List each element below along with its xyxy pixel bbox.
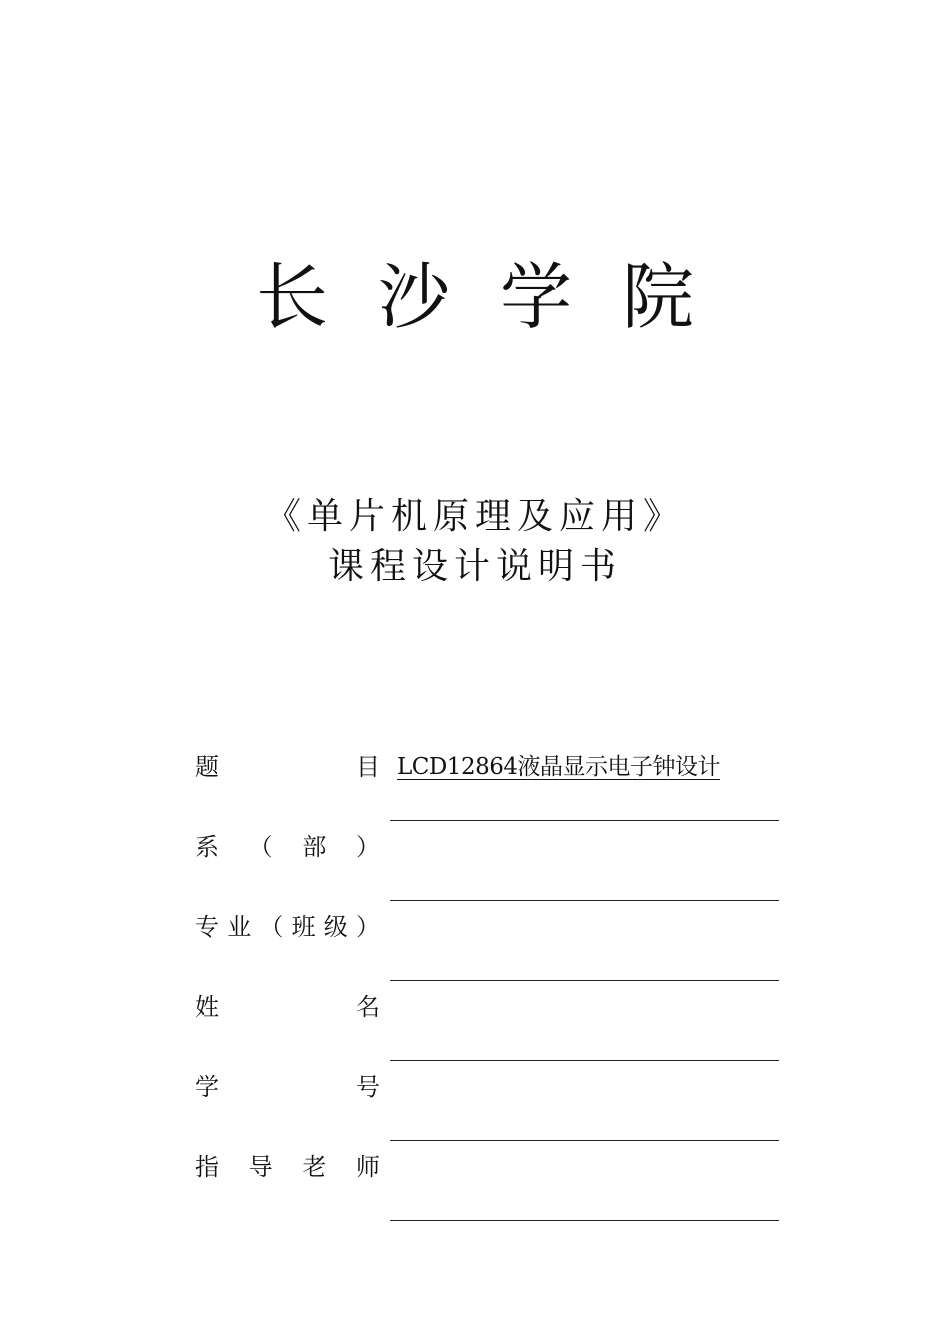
label-char: 姓	[195, 993, 219, 1021]
field-underline-advisor	[390, 1140, 779, 1141]
label-char: 名	[356, 993, 380, 1021]
field-label-major-class	[195, 909, 380, 945]
document-type: 课程设计说明书	[327, 546, 622, 587]
field-label-student-id	[195, 1069, 380, 1105]
course-title: 《单片机原理及应用》	[264, 496, 685, 537]
label-char: 目	[356, 753, 380, 781]
field-underline-student-id	[390, 1060, 779, 1061]
label-char: 学	[195, 1073, 219, 1101]
field-label-name	[195, 989, 380, 1025]
field-underline-bottom	[390, 1220, 779, 1221]
field-underline-department	[390, 820, 779, 821]
label-char: ）	[355, 913, 380, 941]
university-name: 长沙学院	[255, 255, 744, 339]
label-char: 级	[323, 913, 348, 941]
field-label-advisor	[195, 1149, 380, 1185]
field-label-department	[195, 829, 380, 865]
label-char: ）	[355, 833, 380, 861]
label-char: 专	[195, 913, 219, 941]
label-char: （	[259, 913, 284, 941]
label-char: 系	[195, 833, 219, 861]
field-label-topic	[195, 749, 380, 785]
label-char: 老	[302, 1153, 327, 1181]
label-char: 师	[355, 1153, 380, 1181]
field-underline-major	[390, 900, 779, 901]
label-char: （	[248, 833, 273, 861]
label-char: 导	[248, 1153, 273, 1181]
field-value-topic: LCD12864液晶显示电子钟设计	[397, 754, 720, 780]
label-char: 班	[291, 913, 316, 941]
field-underline-name	[390, 980, 779, 981]
label-char: 部	[302, 833, 327, 861]
label-char: 指	[195, 1153, 219, 1181]
label-char: 号	[356, 1073, 380, 1101]
label-char: 业	[227, 913, 252, 941]
label-char: 题	[195, 753, 219, 781]
